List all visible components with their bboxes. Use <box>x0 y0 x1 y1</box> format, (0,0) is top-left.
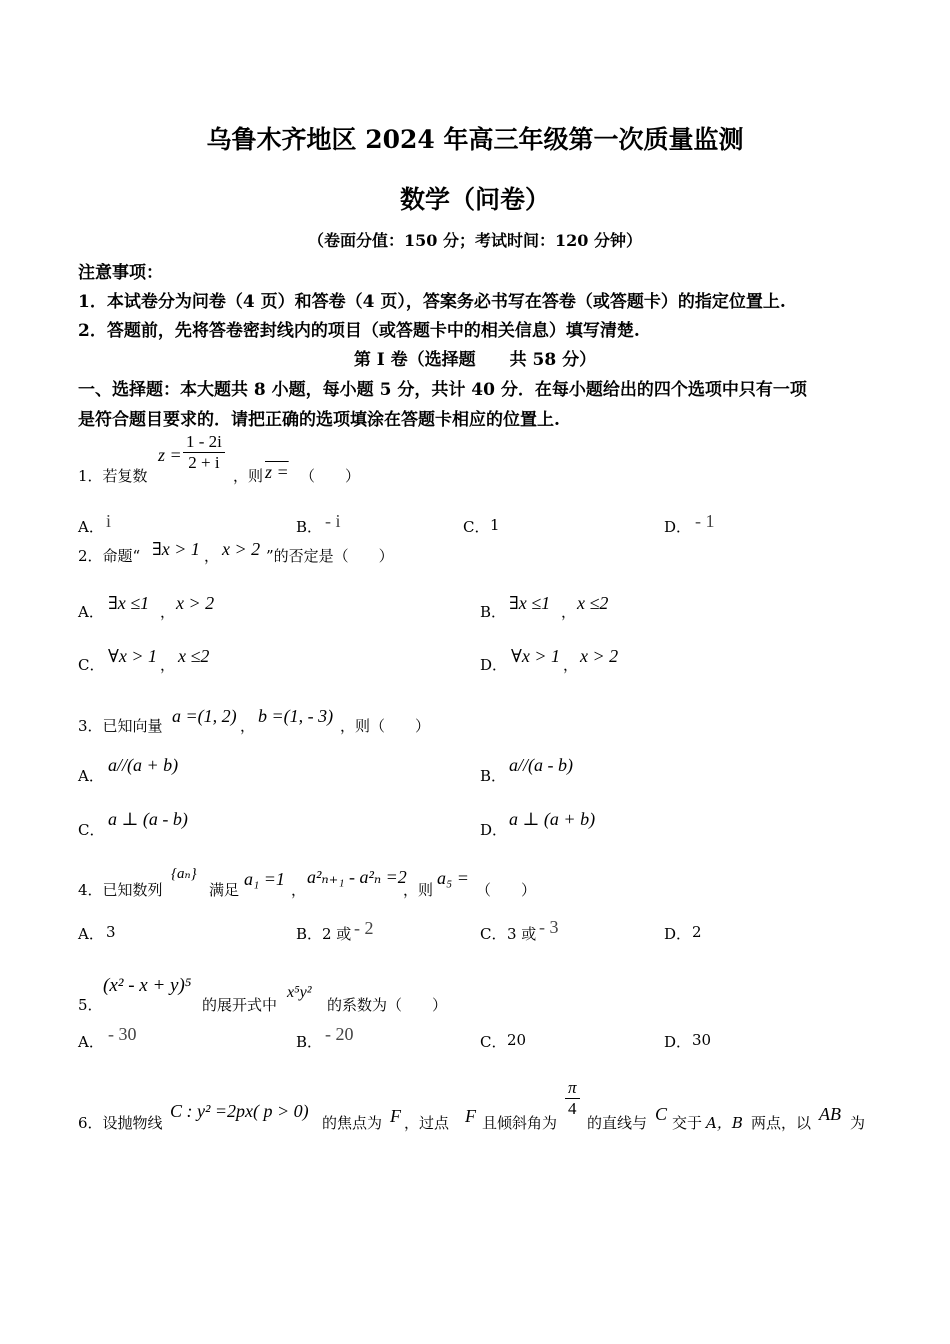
q2-option-c-sep: ， <box>160 656 176 674</box>
q6-text-5: 交于 <box>672 1114 703 1132</box>
q6-fraction-denominator: 4 <box>568 1099 577 1118</box>
q3-sep: ， <box>240 717 256 735</box>
section-instruction-line-1: 一、选择题：本大题共 8 小题，每小题 5 分，共计 40 分．在每小题给出的四个选项中只有一项 <box>78 380 807 400</box>
q2-option-d-part-2: x > 2 <box>580 646 619 666</box>
q4-sequence: {aₙ} <box>171 866 197 882</box>
q2-option-b-sep: ， <box>561 603 577 621</box>
q3-option-c-value: a ⊥ (a - b) <box>108 809 188 829</box>
q2-option-b-part-2: x ≤2 <box>577 593 609 613</box>
notice-item-2: 2．答题前，先将答卷密封线内的项目（或答题卡中的相关信息）填写清楚. <box>78 321 640 341</box>
q3-option-d-value: a ⊥ (a + b) <box>509 809 596 829</box>
q1-fraction <box>183 432 225 473</box>
q5-option-a-value: - 30 <box>108 1024 137 1044</box>
q3-stem-prefix: 3．已知向量 <box>78 717 163 735</box>
q4-stem-mid-2: ，则 <box>403 881 434 899</box>
q4-sep: ， <box>291 881 307 899</box>
q3-option-a-label: A． <box>78 767 104 785</box>
q4-option-a-value: 3 <box>106 923 116 941</box>
q2-option-a-part-1: ∃x ≤1 <box>108 593 150 613</box>
q1-stem-end: （ ） <box>300 467 361 485</box>
q6-focus-f-1: F <box>390 1106 401 1126</box>
q2-option-d-part-1: ∀x > 1 <box>511 646 560 666</box>
q2-option-a-label: A． <box>78 603 104 621</box>
q4-option-d-label: D． <box>664 925 692 943</box>
q1-stem-mid: ，则 <box>233 467 264 485</box>
q1-option-b-value: - i <box>325 511 341 531</box>
notice-item-1: 1．本试卷分为问卷（4 页）和答卷（4 页），答案务必书写在答卷（或答题卡）的指定位置上. <box>78 292 786 312</box>
q5-option-c-label: C． <box>480 1033 507 1051</box>
q6-text-4: 的直线与 <box>587 1114 648 1132</box>
q1-option-c-label: C． <box>463 518 490 536</box>
q2-expr-1: ∃x > 1 <box>152 539 200 559</box>
q4-target: a₅ = <box>437 868 469 888</box>
section-instruction-line-2: 是符合题目要求的．请把正确的选项填涂在答题卡相应的位置上. <box>78 410 560 430</box>
q2-option-c-part-1: ∀x > 1 <box>108 646 157 666</box>
q2-option-b-label: B． <box>480 603 507 621</box>
q4-option-b-extra: - 2 <box>354 918 374 938</box>
q6-angle-fraction <box>565 1078 580 1119</box>
q5-option-a-label: A． <box>78 1033 104 1051</box>
q5-option-d-label: D． <box>664 1033 692 1051</box>
q2-stem-prefix: 2．命题“ <box>78 547 141 565</box>
q3-option-b-label: B． <box>480 767 507 785</box>
q2-option-d-label: D． <box>480 656 508 674</box>
q1-stem-prefix: 1．若复数 <box>78 467 148 485</box>
q1-zbar: z = <box>265 462 289 482</box>
q5-option-b-value: - 20 <box>325 1024 354 1044</box>
q6-curve: C : y² =2px( p > 0) <box>170 1101 309 1121</box>
q6-text-1: 的焦点为 <box>322 1114 383 1132</box>
q6-text-3: 且倾斜角为 <box>482 1114 558 1132</box>
notice-heading: 注意事项： <box>78 263 163 283</box>
q1-z-equals: z = <box>158 445 182 465</box>
q6-focus-f-2: F <box>465 1106 476 1126</box>
q4-option-a-label: A． <box>78 925 104 943</box>
q2-option-c-label: C． <box>78 656 105 674</box>
q6-points: A，B <box>706 1114 743 1132</box>
q3-stem-end: ，则（ ） <box>340 717 431 735</box>
q4-stem-prefix: 4．已知数列 <box>78 881 163 899</box>
q3-option-b-value: a//(a - b) <box>509 755 573 775</box>
q5-stem-end: 的系数为（ ） <box>327 996 448 1014</box>
q5-option-d-value: 30 <box>692 1031 712 1049</box>
q1-option-a-label: A． <box>78 518 104 536</box>
q6-text-6: 两点，以 <box>751 1114 812 1132</box>
q4-option-d-value: 2 <box>692 923 702 941</box>
q6-curve-c: C <box>655 1104 668 1124</box>
q2-expr-2: x > 2 <box>222 539 261 559</box>
page-title: 乌鲁木齐地区 2024 年高三年级第一次质量监测 <box>206 125 744 154</box>
q2-option-b-part-1: ∃x ≤1 <box>509 593 551 613</box>
q2-sep: ， <box>204 547 220 565</box>
q4-option-c-extra: - 3 <box>539 917 559 937</box>
q4-stem-mid-1: 满足 <box>209 881 240 899</box>
q6-text-7: 为 <box>850 1114 866 1132</box>
q4-option-c-value: 3 或 <box>507 925 537 943</box>
q5-expression: (x² - x + y)⁵ <box>103 975 192 996</box>
q4-option-b-value: 2 或 <box>322 925 352 943</box>
q5-option-b-label: B． <box>296 1033 323 1051</box>
q3-vector-a: a =(1, 2) <box>172 706 237 726</box>
q5-stem-prefix: 5． <box>78 996 103 1014</box>
q5-option-c-value: 20 <box>507 1031 527 1049</box>
q1-fraction-numerator: 1 - 2i <box>183 432 225 453</box>
q6-segment-ab: AB <box>819 1104 841 1124</box>
q5-stem-mid: 的展开式中 <box>202 996 278 1014</box>
q6-text-2: ，过点 <box>404 1114 450 1132</box>
exam-info: （卷面分值：150 分；考试时间：120 分钟） <box>308 231 642 250</box>
q3-option-d-label: D． <box>480 821 508 839</box>
q6-stem-prefix: 6．设抛物线 <box>78 1114 163 1132</box>
q1-option-b-label: B． <box>296 518 323 536</box>
q1-option-d-value: - 1 <box>695 511 715 531</box>
q4-option-b-label: B． <box>296 925 323 943</box>
q1-option-d-label: D． <box>664 518 692 536</box>
q4-condition-1: a₁ =1 <box>244 869 285 889</box>
q6-fraction-numerator: π <box>565 1078 580 1099</box>
q3-vector-b: b =(1, - 3) <box>258 706 334 726</box>
q2-option-a-sep: ， <box>160 603 176 621</box>
q2-option-c-part-2: x ≤2 <box>178 646 210 666</box>
q1-option-a-value: i <box>106 511 112 531</box>
q4-stem-end: （ ） <box>476 881 537 899</box>
q3-option-c-label: C． <box>78 821 105 839</box>
q3-option-a-value: a//(a + b) <box>108 755 179 775</box>
q1-option-c-value: 1 <box>490 516 500 534</box>
page-subtitle: 数学（问卷） <box>399 185 550 214</box>
q2-stem-end: ”的否定是（ ） <box>266 547 394 565</box>
q4-option-c-label: C． <box>480 925 507 943</box>
q5-term: x⁵y² <box>287 984 312 1001</box>
section-title: 第 I 卷（选择题 共 58 分） <box>353 350 597 370</box>
q2-option-a-part-2: x > 2 <box>176 593 215 613</box>
q4-condition-2: a²ₙ₊₁ - a²ₙ =2 <box>307 867 407 887</box>
q2-option-d-sep: ， <box>563 656 579 674</box>
q1-fraction-denominator: 2 + i <box>188 453 220 472</box>
